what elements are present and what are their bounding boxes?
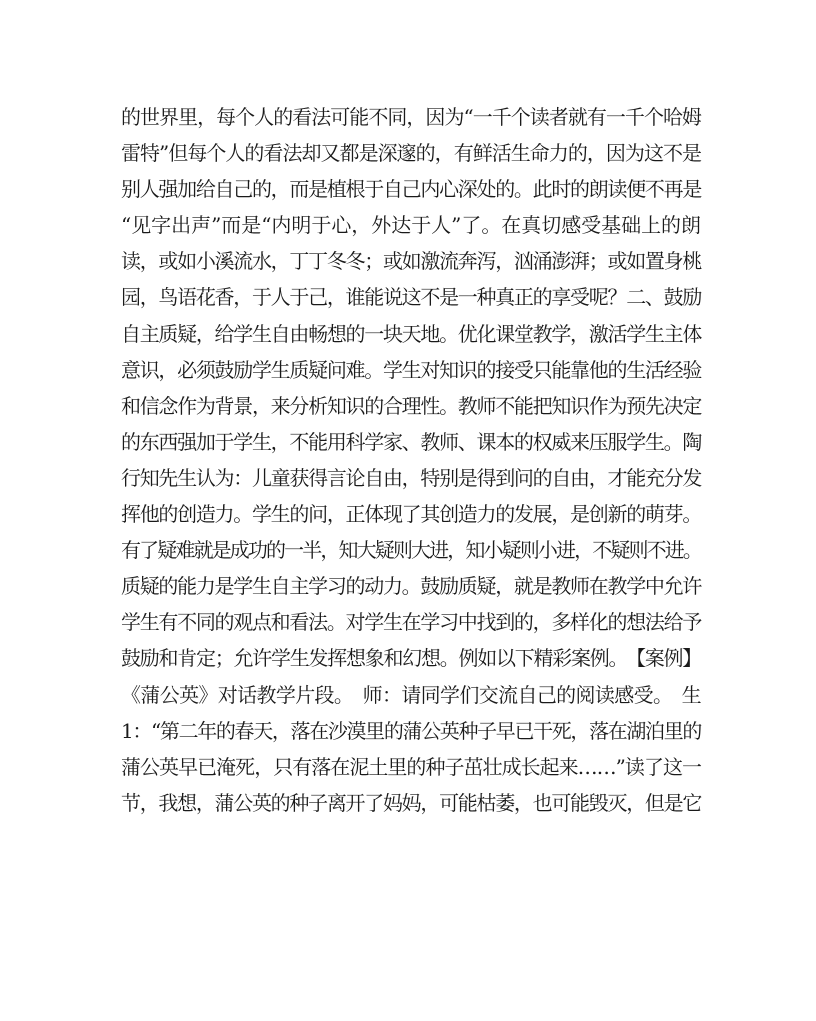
text-line: 的东西强加于学生，不能用科学家、教师、课本的权威来压服学生。陶 [121, 429, 701, 454]
body-text [121, 99, 701, 821]
text-line: 蒲公英早已淹死，只有落在泥土里的种子茁壮成长起来……”读了这一 [121, 754, 701, 779]
text-line: 雷特”但每个人的看法却又都是深邃的，有鲜活生命力的，因为这不是 [121, 141, 701, 166]
text-line: 1：“第二年的春天，落在沙漠里的蒲公英种子早已干死，落在湖泊里的 [121, 718, 701, 743]
text-line: 《蒲公英》对话教学片段。 师：请同学们交流自己的阅读感受。 生 [121, 682, 701, 707]
text-line: 和信念作为背景，来分析知识的合理性。教师不能把知识作为预先决定 [121, 393, 701, 418]
text-line: 有了疑难就是成功的一半，知大疑则大进，知小疑则小进，不疑则不进。 [121, 538, 701, 563]
text-line: “见字出声”而是“内明于心，外达于人”了。在真切感受基础上的朗 [121, 213, 701, 238]
text-line: 读，或如小溪流水，丁丁冬冬；或如激流奔泻，汹涌澎湃；或如置身桃 [121, 249, 701, 274]
text-line: 节，我想，蒲公英的种子离开了妈妈，可能枯萎，也可能毁灭，但是它 [121, 790, 701, 815]
text-line: 别人强加给自己的，而是植根于自己内心深处的。此时的朗读便不再是 [121, 177, 701, 202]
text-line: 挥他的创造力。学生的问，正体现了其创造力的发展，是创新的萌芽。 [121, 502, 701, 527]
text-line: 园，鸟语花香，于人于己，谁能说这不是一种真正的享受呢？二、鼓励 [121, 285, 701, 310]
text-line: 行知先生认为：儿童获得言论自由，特别是得到问的自由，才能充分发 [121, 465, 701, 490]
text-line: 意识，必须鼓励学生质疑问难。学生对知识的接受只能靠他的生活经验 [121, 357, 701, 382]
text-line: 学生有不同的观点和看法。对学生在学习中找到的，多样化的想法给予 [121, 610, 701, 635]
text-line: 质疑的能力是学生自主学习的动力。鼓励质疑，就是教师在教学中允许 [121, 574, 701, 599]
text-line: 的世界里，每个人的看法可能不同，因为“一千个读者就有一千个哈姆 [121, 105, 701, 129]
text-line: 鼓励和肯定；允许学生发挥想象和幻想。例如以下精彩案例。 【案例】 [121, 646, 701, 671]
text-line: 自主质疑，给学生自由畅想的一块天地。优化课堂教学，激活学生主体 [121, 321, 701, 346]
